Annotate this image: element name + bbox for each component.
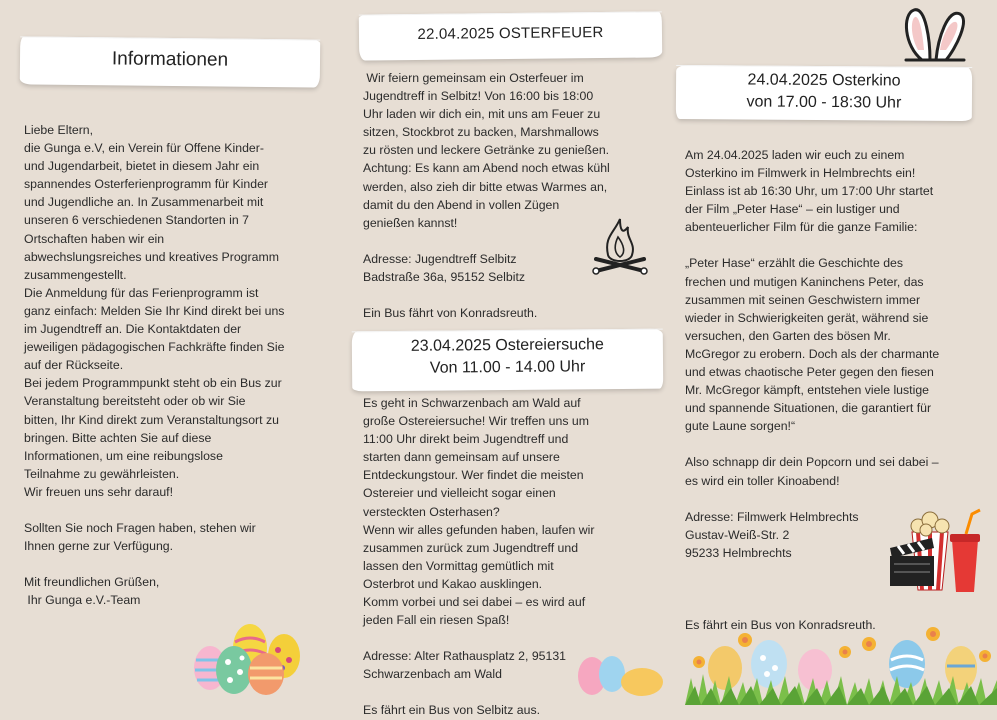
ostereiersuche-title: 23.04.2025 Ostereiersuche (410, 336, 604, 355)
text-line: Badstraße 36a, 95152 Selbitz (363, 269, 526, 284)
text-line: Einlass ist ab 16:30 Uhr, um 17:00 Uhr startet (685, 184, 934, 199)
text-line: frechen und mutigen Kaninchens Peter, das (685, 274, 924, 289)
text-line: die Gunga e.V, ein Verein für Offene Kinder- (24, 141, 264, 156)
easter-grass-eggs-icon (685, 622, 997, 705)
text-line: Ihr Gunga e.V.-Team (24, 593, 141, 608)
text-line (363, 286, 648, 304)
text-line: es wird ein toller Kinoabend! (685, 473, 840, 488)
informationen-banner (20, 36, 320, 87)
text-line: und etwas chaotische Peter gegen den fiesen (685, 365, 934, 380)
text-line: der Film „Peter Hase“ – ein lustiger und (685, 202, 900, 217)
osterfeuer-banner (359, 11, 662, 60)
text-line: spannendes Osterferienprogramm für Kinder (24, 177, 269, 192)
text-line: jeweiligen pädagogischen Fachkräfte finden Sie (24, 340, 285, 355)
text-line: Adresse: Filmwerk Helmbrechts (685, 509, 859, 524)
text-line: Liebe Eltern, (24, 123, 94, 137)
text-line: sitzen, Stockbrot zu backen, Marshmallows (363, 125, 599, 140)
bunny-ears-icon (900, 4, 970, 62)
text-line: versuchen, den Garten des bösen Mr. (685, 328, 891, 343)
text-line: Wir feiern gemeinsam ein Osterfeuer im (363, 71, 584, 85)
text-line: „Peter Hase“ erzählt die Geschichte des (685, 256, 904, 271)
text-line: und Jugendarbeit, bietet in diesem Jahr ein (24, 159, 260, 174)
text-line: Adresse: Jugendtreff Selbitz (363, 251, 517, 266)
text-line: Teilnahme zu gewährleisten. (24, 466, 180, 481)
text-line: große Ostereiersuche! Wir treffen uns um (363, 414, 589, 429)
text-line: Wenn wir alles gefunden haben, laufen wir (363, 522, 595, 537)
text-line: bitten, Ihr Kind direkt zum Veranstaltungsort zu (24, 412, 279, 427)
text-line: Adresse: Alter Rathausplatz 2, 95131 (363, 649, 567, 664)
text-line: ganz einfach: Melden Sie Ihr Kind direkt bei uns (24, 303, 285, 318)
easter-eggs-icon (190, 612, 310, 696)
text-line: Achtung: Es kann am Abend noch etwas kühl (363, 161, 610, 176)
text-line: Informationen, um eine reibungslose (24, 448, 223, 463)
text-line: unseren 6 verschiedenen Standorten in 7 (24, 213, 249, 228)
text-line: Es geht in Schwarzenbach am Wald auf (363, 396, 581, 410)
pastel-eggs-icon (574, 650, 666, 698)
text-line: Ein Bus fährt von Konradsreuth. (363, 306, 538, 321)
text-line: versteckten Osterhasen? (363, 504, 500, 519)
text-line: Also schnapp dir dein Popcorn und sei dabei – (685, 455, 939, 470)
text-line: genießen kannst! (363, 215, 458, 230)
text-line: bringen. Bitte achten Sie auf diese (24, 430, 212, 445)
text-line: Gustav-Weiß-Str. 2 (685, 527, 790, 542)
text-line: starten dann gemeinsam auf unsere (363, 450, 560, 465)
text-line: jeden Fall ein riesen Spaß! (363, 613, 510, 628)
text-line: abenteuerlicher Film für die ganze Familie: (685, 220, 918, 235)
text-line: zusammen mit seinen Geschwistern immer (685, 292, 921, 307)
text-line: zusammengestellt. (24, 267, 127, 282)
text-line (24, 555, 329, 573)
text-line: Osterbrot und Kakao ausklingen. (363, 576, 543, 591)
text-line: und spannende Situationen, die garantiert für (685, 401, 932, 416)
text-line: zu rösten und leckere Getränke zu genießen. (363, 143, 610, 158)
text-line: McGregor zu erobern. Doch als der charmante (685, 346, 940, 361)
text-line: Ostereier und vielleicht sogar einen (363, 486, 556, 501)
text-line: werden, also zieh dir bitte etwas Warmes an, (363, 179, 608, 194)
text-line: Ihnen gerne zur Verfügung. (24, 539, 174, 554)
text-line (363, 629, 631, 647)
text-line: Sollten Sie noch Fragen haben, stehen wir (24, 520, 256, 535)
text-line: Entdeckungstour. Wer findet die meisten (363, 468, 584, 483)
informationen-title: Informationen (111, 48, 229, 71)
text-line: Am 24.04.2025 laden wir euch zu einem (685, 148, 905, 162)
text-line: Wir freuen uns sehr darauf! (24, 484, 173, 499)
text-line: Uhr laden wir dich ein, mit uns am Feuer zu (363, 107, 601, 122)
text-line: Komm vorbei und sei dabei – es wird auf (363, 595, 586, 610)
text-line (685, 598, 980, 616)
text-line: Schwarzenbach am Wald (363, 667, 502, 682)
ostereiersuche-time: Von 11.00 - 14.00 Uhr (429, 358, 586, 377)
text-line: damit du den Abend in vollen Zügen (363, 197, 560, 212)
text-line: Es fährt ein Bus von Konradsreuth. (685, 617, 876, 632)
text-line: gute Laune sorgen!“ (685, 419, 796, 434)
text-line (685, 435, 980, 453)
text-line: Jugendtreff in Selbitz! Von 16:00 bis 18:00 (363, 89, 594, 104)
text-line: lassen den Vormittag gemütlich mit (363, 558, 554, 573)
text-line: Mit freundlichen Grüßen, (24, 575, 160, 590)
text-line: im Jugendtreff an. Die Kontaktdaten der (24, 322, 242, 337)
osterfeuer-title: 22.04.2025 OSTERFEUER (417, 24, 604, 43)
text-line: Mr. McGregor kämpft, entstehen viele lustige (685, 383, 929, 398)
text-line: zusammen zurück zum Jugendtreff und (363, 540, 579, 555)
text-line: 95233 Helmbrechts (685, 545, 792, 560)
campfire-icon (590, 215, 650, 281)
osterkino-title: 24.04.2025 Osterkino (747, 71, 901, 90)
text-line: Es fährt ein Bus von Selbitz aus. (363, 703, 541, 718)
osterkino-banner (676, 65, 972, 121)
text-line: Osterkino im Filmwerk in Helmbrechts ein! (685, 166, 916, 181)
text-line: Ortschaften haben wir ein (24, 231, 165, 246)
text-line: wieder in Schwierigkeiten gerät, während sie (685, 310, 929, 325)
text-line: abwechslungsreiches und kreatives Programm (24, 249, 279, 264)
text-line (685, 236, 980, 254)
osterfeuer-text (363, 69, 648, 322)
text-line (24, 501, 329, 519)
text-line: Die Anmeldung für das Ferienprogramm ist (24, 285, 259, 300)
informationen-text (24, 121, 329, 609)
osterkino-time: von 17.00 - 18:30 Uhr (746, 93, 902, 112)
text-line: Veranstaltung bereitsteht oder ob wir Sie (24, 394, 246, 409)
cinema-snacks-icon (886, 504, 990, 596)
text-line: Bei jedem Programmpunkt steht ob ein Bus zur (24, 376, 282, 391)
text-line: 11:00 Uhr direkt beim Jugendtreff und (363, 432, 569, 447)
text-line: und Jugendliche an. In Zusammenarbeit mit (24, 195, 264, 210)
ostereiersuche-banner (352, 329, 664, 392)
text-line: auf der Rückseite. (24, 358, 124, 373)
